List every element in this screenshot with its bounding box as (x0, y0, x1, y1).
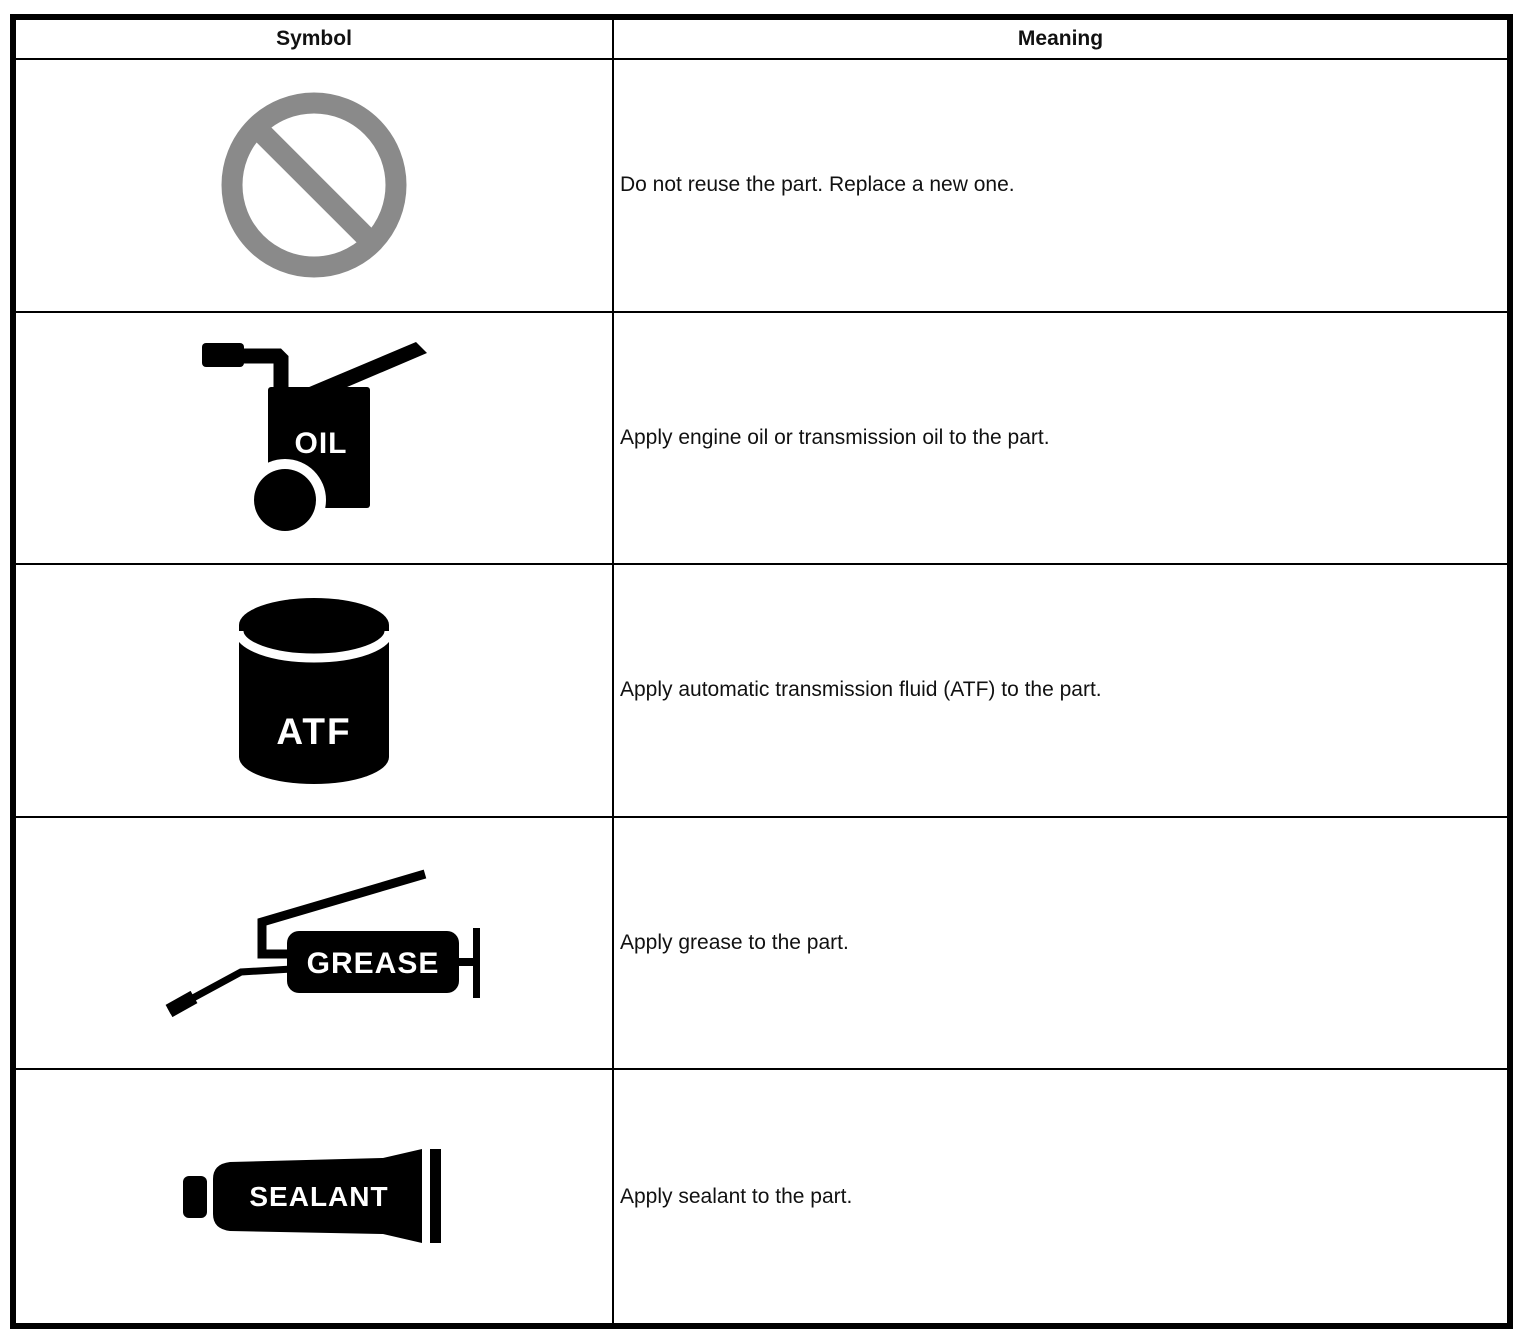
meaning-text: Do not reuse the part. Replace a new one. (620, 173, 1015, 197)
atf-drum-icon (235, 595, 393, 785)
meaning-text: Apply sealant to the part. (620, 1184, 853, 1208)
column-header-meaning (614, 20, 1507, 60)
table-row-4-symbol-cell (16, 818, 614, 1071)
symbol-meaning-table (10, 14, 1513, 1329)
grease-gun-icon (142, 868, 487, 1018)
table-row-3-symbol-cell (16, 565, 614, 818)
atf-icon-label: ATF (276, 711, 352, 753)
grease-icon-label: GREASE (306, 947, 439, 981)
column-header-symbol-label: Symbol (276, 27, 352, 50)
table-row-5-symbol-cell (16, 1070, 614, 1323)
table-row-1-symbol-cell (16, 60, 614, 313)
table-row-1-meaning-cell (614, 60, 1507, 313)
sealant-tube-icon (183, 1147, 445, 1247)
table-row-5-meaning-cell (614, 1070, 1507, 1323)
meaning-text: Apply grease to the part. (620, 931, 849, 955)
table-row-2-symbol-cell (16, 313, 614, 566)
table-row-3-meaning-cell (614, 565, 1507, 818)
sealant-icon-label: SEALANT (249, 1180, 389, 1212)
table-row-4-meaning-cell (614, 818, 1507, 1071)
column-header-meaning-label: Meaning (1017, 27, 1104, 50)
meaning-text: Apply automatic transmission fluid (ATF) to the part. (620, 678, 1102, 702)
oil-icon-label: OIL (294, 427, 347, 461)
oil-can-icon (197, 335, 432, 540)
column-header-symbol (16, 20, 614, 60)
do-not-reuse-icon (221, 92, 407, 278)
table-row-2-meaning-cell (614, 313, 1507, 566)
meaning-text: Apply engine oil or transmission oil to the part. (620, 425, 1050, 449)
